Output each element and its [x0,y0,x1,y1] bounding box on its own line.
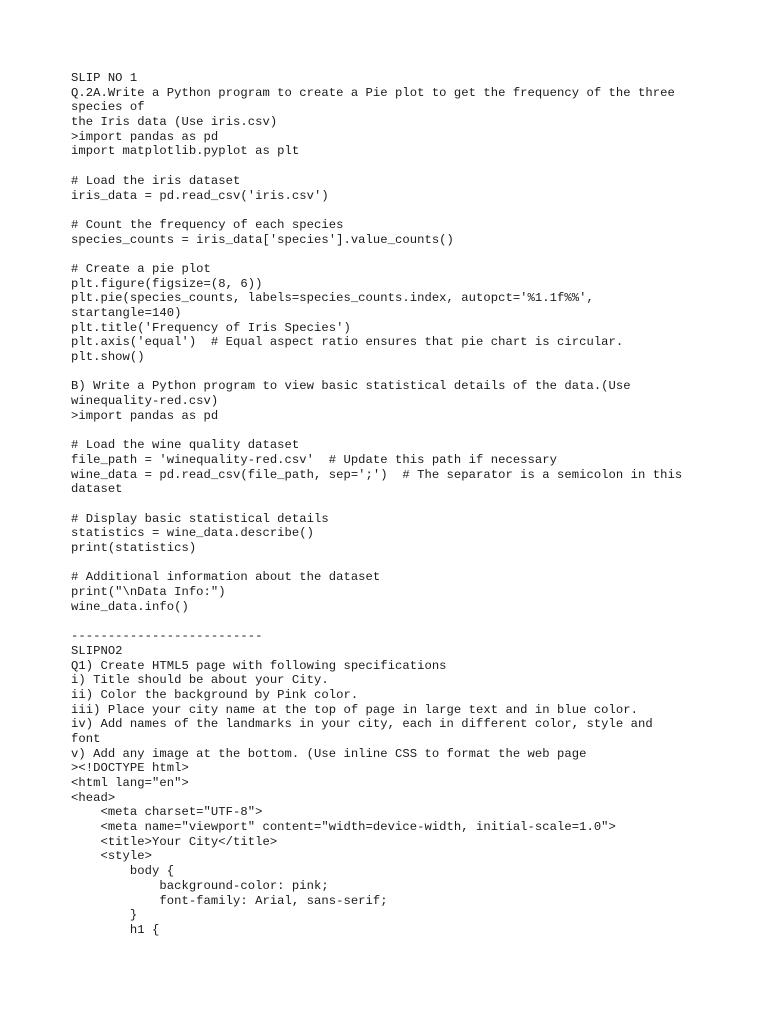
text-line: SLIP NO 1 [71,71,138,85]
code-line: ><!DOCTYPE html> [71,761,189,776]
code-line: wine_data.info() [71,599,189,614]
text-line: species of [71,100,145,115]
blank-line [71,365,711,380]
text-line: i) Title should be about your City. [71,673,329,688]
code-line: font-family: Arial, sans-serif; [71,893,388,908]
text-line: the Iris data (Use iris.csv) [71,115,278,130]
code-line: species_counts = iris_data['species'].value_counts() [71,232,454,247]
code-line: h1 { [71,922,160,937]
blank-line [71,497,711,512]
code-line: startangle=140) [71,306,182,320]
code-line: <html lang="en"> [71,776,189,790]
divider-line: -------------------------- [71,629,263,644]
code-line: plt.axis('equal') # Equal aspect ratio ensures that pie chart is circular. [71,335,624,350]
code-line: # Create a pie plot [71,261,211,276]
code-line: # Count the frequency of each species [71,217,344,232]
code-line: <head> [71,790,116,805]
code-line: plt.show() [71,350,145,365]
text-line: Q1) Create HTML5 page with following specifications [71,658,447,673]
code-line: iris_data = pd.read_csv('iris.csv') [71,188,329,203]
code-line: <meta name="viewport" content="width=device-width, initial-scale=1.0"> [71,820,616,835]
code-line: body { [71,864,175,879]
text-line: SLIPNO2 [71,643,123,658]
code-line: dataset [71,482,123,497]
code-line: plt.pie(species_counts, labels=species_counts.index, autopct='%1.1f%%', [71,291,594,306]
text-line: v) Add any image at the bottom. (Use inline CSS to format the web page [71,746,587,761]
document-page [71,71,711,938]
code-line: file_path = 'winequality-red.csv' # Update this path if necessary [71,452,558,467]
text-line: iii) Place your city name at the top of page in large text and in blue color. [71,702,639,717]
blank-line [71,247,711,262]
code-line: print(statistics) [71,541,197,555]
code-line: print("\nData Info:") [71,585,226,600]
code-line: plt.figure(figsize=(8, 6)) [71,276,263,291]
text-line: B) Write a Python program to view basic statistical details of the data.(Use [71,379,631,394]
code-line: >import pandas as pd [71,408,219,423]
text-line: font [71,731,101,746]
code-line: # Additional information about the dataset [71,570,381,585]
text-line: iv) Add names of the landmarks in your city, each in different color, style and [71,717,653,732]
text-line: ii) Color the background by Pink color. [71,687,359,702]
code-line: >import pandas as pd [71,129,219,144]
code-line: # Display basic statistical details [71,511,329,526]
code-line: background-color: pink; [71,878,329,893]
code-line: } [71,908,138,923]
code-line: <title>Your City</title> [71,834,278,849]
text-line: Q.2A.Write a Python program to create a Pie plot to get the frequency of the three [71,85,675,100]
blank-line [71,159,711,174]
code-line: statistics = wine_data.describe() [71,526,315,541]
code-line: <style> [71,849,153,864]
text-line: winequality-red.csv) [71,394,219,409]
blank-line [71,203,711,218]
code-line: wine_data = pd.read_csv(file_path, sep=';') # The separator is a semicolon in this [71,467,683,482]
code-line: # Load the iris dataset [71,173,241,188]
blank-line [71,556,711,571]
code-line: # Load the wine quality dataset [71,438,300,453]
blank-line [71,424,711,439]
code-line: <meta charset="UTF-8"> [71,805,263,820]
code-line: import matplotlib.pyplot as plt [71,144,300,159]
blank-line [71,614,711,629]
code-line: plt.title('Frequency of Iris Species') [71,320,351,335]
